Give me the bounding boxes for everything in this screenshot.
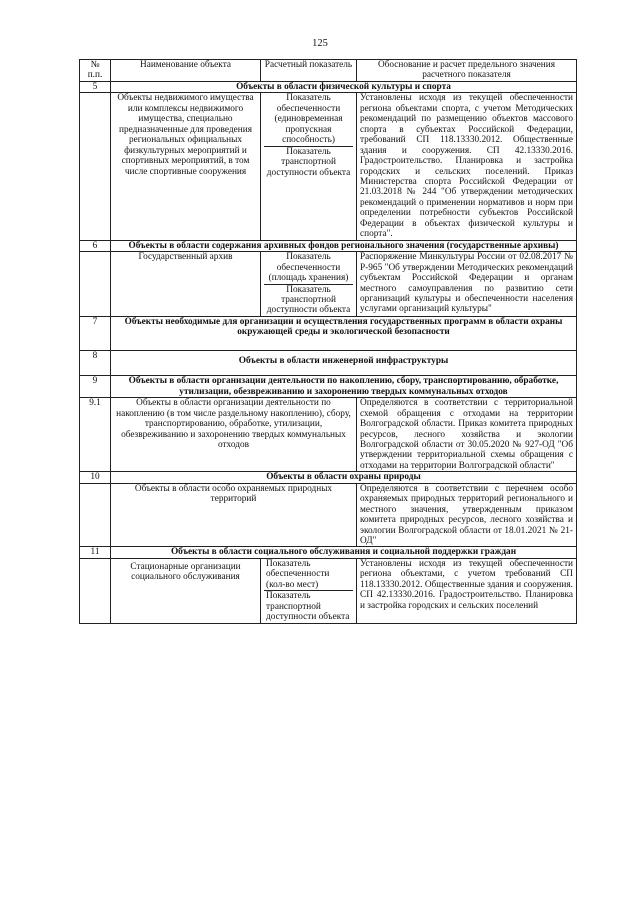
table-header-row bbox=[80, 60, 577, 82]
section-row bbox=[80, 81, 577, 92]
basis-text: Определяются в соответствии с перечнем особо охраняемых природных территорий регионального и местного значения, утвержденным приказом комитета природных ресурсов, лесного хозяйства и экологии Волгоградской области от 18.01.2021 № 21-ОД" bbox=[357, 483, 577, 547]
section-number: 9 bbox=[80, 376, 111, 398]
section-row bbox=[80, 472, 577, 483]
indicator-cell bbox=[261, 252, 357, 317]
row-number: 9.1 bbox=[80, 398, 111, 472]
section-title: Объекты в области социального обслуживания и социальной поддержки граждан bbox=[111, 547, 577, 558]
indicator-cell bbox=[261, 558, 357, 623]
section-row bbox=[80, 376, 577, 398]
table-row bbox=[80, 483, 577, 547]
section-row bbox=[80, 316, 577, 350]
page-number: 125 bbox=[312, 38, 328, 49]
regulations-table bbox=[79, 59, 577, 624]
section-row bbox=[80, 240, 577, 251]
header-number: № п.п. bbox=[80, 60, 111, 82]
section-number: 11 bbox=[80, 547, 111, 558]
indicator-provision: Показатель обеспеченности (кол-во мест) bbox=[266, 558, 330, 590]
object-name: Стационарные организации социального обслуживания bbox=[111, 558, 261, 623]
indicator-transport: Показатель транспортной доступности объекта bbox=[264, 590, 353, 622]
section-number: 8 bbox=[80, 350, 111, 375]
table-row bbox=[80, 252, 577, 317]
section-title: Объекты в области физической культуры и спорта bbox=[111, 81, 577, 92]
indicator-cell bbox=[261, 93, 357, 240]
section-title: Объекты в области содержания архивных фондов регионального значения (государственные архивы) bbox=[111, 240, 577, 251]
indicator-transport: Показатель транспортной доступности объекта bbox=[264, 284, 353, 316]
header-indicator: Расчетный показатель bbox=[261, 60, 357, 82]
section-title: Объекты в области организации деятельности по накоплению, сбору, транспортированию, обработке, утилизации, обезвреживанию и захоронению твердых коммунальных отходов bbox=[111, 376, 577, 398]
table-row bbox=[80, 398, 577, 472]
section-title: Объекты необходимые для организации и осуществления государственных программ в области охраны окружающей среды и экологической безопасности bbox=[111, 316, 577, 350]
table-row bbox=[80, 93, 577, 240]
object-name: Объекты в области организации деятельности по накоплению (в том числе раздельному накоплению), сбору, транспортированию, обработке, утилизации, обезвреживанию и захоронению твердых коммунальных отходов bbox=[111, 398, 357, 472]
object-name: Объекты в области особо охраняемых природных территорий bbox=[111, 483, 357, 547]
section-row bbox=[80, 547, 577, 558]
indicator-provision: Показатель обеспеченности (площадь хранения) bbox=[268, 252, 349, 284]
header-basis: Обоснование и расчет предельного значения расчетного показателя bbox=[357, 60, 577, 82]
section-title: Объекты в области охраны природы bbox=[111, 472, 577, 483]
section-number: 5 bbox=[80, 81, 111, 92]
object-name: Объекты недвижимого имущества или комплексы недвижимого имущества, специально предназначенные для проведения региональных официальных физкультурных мероприятий и спортивных мероприятий, в том числе спортивные сооружения bbox=[111, 93, 261, 240]
section-row bbox=[80, 350, 577, 375]
basis-text: Распоряжение Минкультуры России от 02.08.2017 № Р-965 "Об утверждении Методических рекомендаций субъектам Российской Федерации и органам местного самоуправления по развитию сети организаций культуры и обеспеченности населения услугами организаций культуры" bbox=[357, 252, 577, 317]
indicator-provision: Показатель обеспеченности (единовременная пропускная способность) bbox=[274, 93, 343, 146]
basis-text: Определяются в соответствии с территориальной схемой обращения с отходами на территории Волгоградской области. Приказ комитета природных ресурсов, лесного хозяйства и экологии Волгоградской области от 30.05.2020 № 927-ОД "Об утверждении территориальной схемы обращения с отходами на территории Волгоградской области" bbox=[357, 398, 577, 472]
section-number: 10 bbox=[80, 472, 111, 483]
header-object-name: Наименование объекта bbox=[111, 60, 261, 82]
section-number: 7 bbox=[80, 316, 111, 350]
object-name: Государственный архив bbox=[111, 252, 261, 317]
section-number: 6 bbox=[80, 240, 111, 251]
table-row bbox=[80, 558, 577, 623]
basis-text: Установлены исходя из текущей обеспеченности региона объектами спорта, с учетом Методических рекомендаций по размещению объектов массового спорта в субъектах Российской Федерации, требований СП 118.13330.2012. Общественные здания и сооружения. СП 42.13330.2016. Градостроительство. Планировка и застройка городских и сельских поселений. Приказ Министерства спорта Российской Федерации от 21.03.2018 № 244 "Об утверждении методических рекомендаций о применении нормативов и норм при определении потребности субъектов Российской Федерации в объектах физической культуры и спорта". bbox=[357, 93, 577, 240]
indicator-transport: Показатель транспортной доступности объекта bbox=[264, 146, 353, 178]
section-title: Объекты в области инженерной инфраструктуры bbox=[111, 350, 577, 375]
basis-text: Установлены исходя из текущей обеспеченности региона объектами, с учетом требований СП 118.13330.2012. Общественные здания и сооружения. СП 42.13330.2016. Градостроительство. Планировка и застройка городских и сельских поселений bbox=[357, 558, 577, 623]
